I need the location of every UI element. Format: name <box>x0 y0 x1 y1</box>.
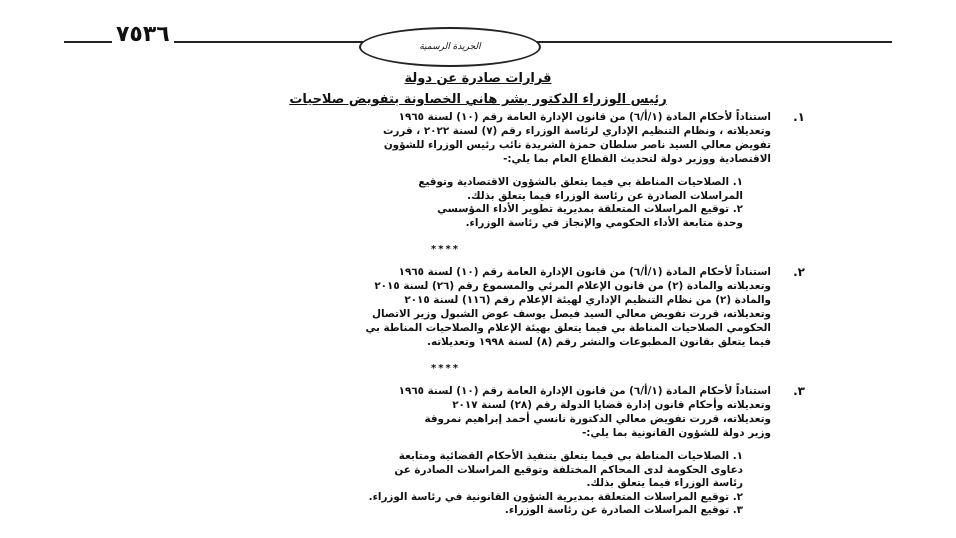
title-line-2: رئيس الوزراء الدكتور بشر هاني الخصاونة بتفويض صلاحيات <box>289 92 667 107</box>
list-item: المراسلات الصادرة عن رئاسة الوزراء فيما يتعلق بذلك. <box>467 189 743 202</box>
document-body <box>120 110 805 518</box>
title-line-1: قرارات صادرة عن دولة <box>404 71 552 86</box>
paragraph-line: فيما يتعلق بقانون المطبوعات والنشر رقم (٨) لسنة ١٩٩٨ وتعديلاته. <box>427 336 771 348</box>
list-item: ٣. توقيع المراسلات الصادرة عن رئاسة الوزراء. <box>504 504 743 516</box>
section-paragraph <box>120 384 771 440</box>
paragraph-line: وتعديلاته، قررت تفويض معالي الدكتورة نانسي أحمد إبراهيم نمروقة <box>424 413 771 425</box>
page-number: ٧٥٣٦ <box>112 22 174 47</box>
list-item: وحدة متابعة الأداء الحكومي والإنجاز في رئاسة الوزراء. <box>465 216 743 229</box>
gazette-name: الجريدة الرسمية <box>419 42 481 52</box>
paragraph-line: وتعديلاته، قررت تفويض معالي السيد فيصل يوسف عوض الشبول وزير الاتصال <box>371 308 771 320</box>
decision-section-3 <box>120 384 805 518</box>
list-item: دعاوى الحكومة لدى المحاكم المختلفة وتوقيع المراسلات الصادرة عن <box>394 463 743 476</box>
document-title <box>240 68 716 110</box>
paragraph-line: استناداً لأحكام المادة (١/أ/٦) من قانون الإدارة العامة رقم (١٠) لسنة ١٩٦٥ <box>398 111 771 123</box>
section-items <box>120 176 771 230</box>
section-number: ٣. <box>793 384 805 398</box>
paragraph-line: وزير دولة للشؤون القانونية بما يلي:- <box>581 427 771 439</box>
paragraph-line: تفويض معالي السيد ناصر سلطان حمزة الشريدة نائب رئيس الوزراء للشؤون <box>383 139 771 151</box>
section-number: ١. <box>793 110 805 124</box>
section-paragraph <box>120 265 771 349</box>
decision-section-2 <box>120 265 805 349</box>
list-item: رئاسة الوزراء فيما يتعلق بذلك. <box>586 477 743 489</box>
decision-section-1 <box>120 110 805 230</box>
list-item: ٢. توقيع المراسلات المتعلقة بمديرية الشؤون القانونية في رئاسة الوزراء. <box>368 490 743 503</box>
paragraph-line: وتعديلاته وأحكام قانون إدارة قضايا الدولة رقم (٢٨) لسنة ٢٠١٧ <box>452 399 771 411</box>
section-number: ٢. <box>793 265 805 279</box>
paragraph-line: الاقتصادية ووزير دولة لتحديث القطاع العام بما يلي:- <box>503 153 771 165</box>
section-items <box>120 450 771 518</box>
separator: **** <box>431 244 460 255</box>
paragraph-line: الحكومي الصلاحيات المناطة بي فيما يتعلق بهيئة الإعلام والصلاحيات المناطة بي <box>365 322 771 334</box>
paragraph-line: والمادة (٢) من نظام التنظيم الإداري لهيئة الإعلام رقم (١١٦) لسنة ٢٠١٥ <box>404 294 771 306</box>
list-item: ١. الصلاحيات المناطة بي فيما يتعلق بتنفيذ الأحكام القضائية ومتابعة <box>398 450 743 462</box>
paragraph-line: وتعديلاته والمادة (٢) من قانون الإعلام المرئي والمسموع رقم (٢٦) لسنة ٢٠١٥ <box>374 280 771 292</box>
list-item: ١. الصلاحيات المناطة بي فيما يتعلق بالشؤون الاقتصادية وتوقيع <box>418 176 743 188</box>
list-item: ٢. توقيع المراسلات المتعلقة بمديرية تطوير الأداء المؤسسي <box>437 203 743 215</box>
gazette-emblem <box>359 27 541 67</box>
paragraph-line: وتعديلاته ، ونظام التنظيم الإداري لرئاسة الوزراء رقم (٧) لسنة ٢٠٢٢ ، قررت <box>382 125 771 137</box>
separator: **** <box>431 363 460 374</box>
paragraph-line: استناداً لأحكام المادة (١/أ/٦) من قانون الإدارة العامة رقم (١٠) لسنة ١٩٦٥ <box>398 385 771 397</box>
paragraph-line: استناداً لأحكام المادة (١/أ/٦) من قانون الإدارة العامة رقم (١٠) لسنة ١٩٦٥ <box>398 266 771 278</box>
section-paragraph <box>120 110 771 166</box>
